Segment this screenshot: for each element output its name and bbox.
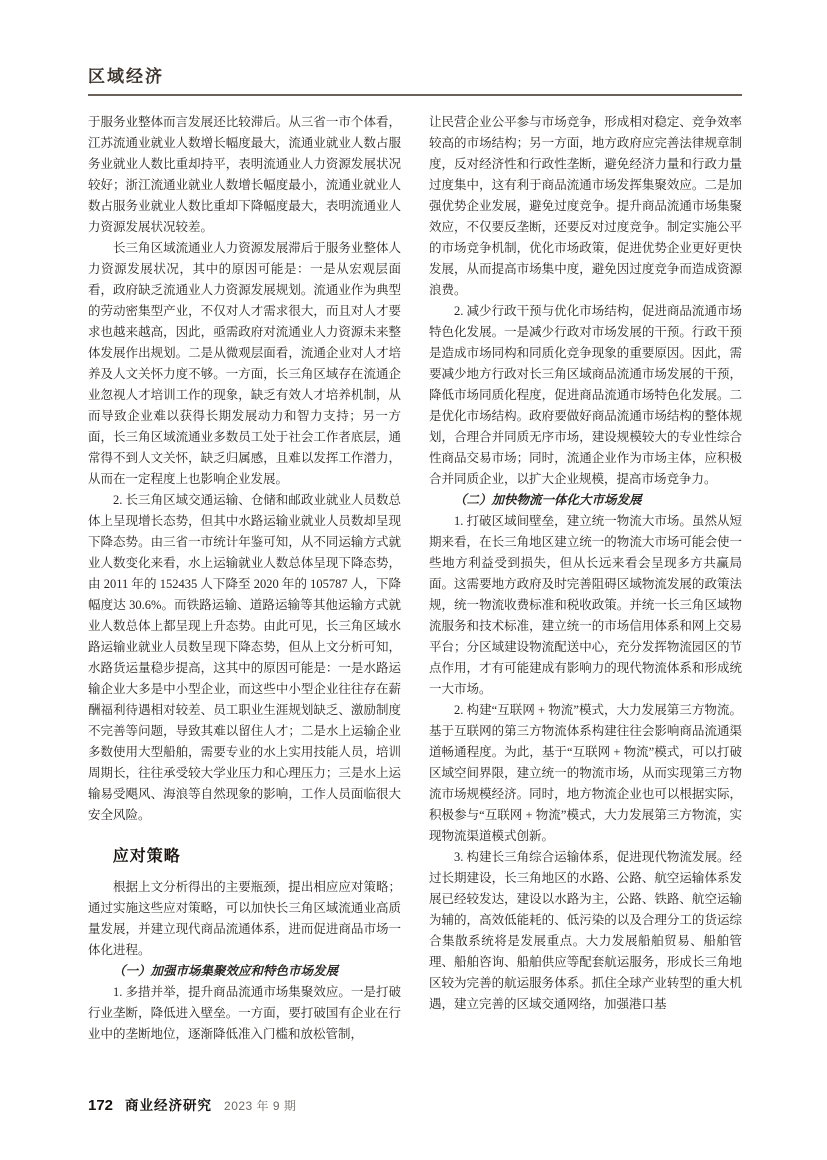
paragraph: 长三角区域流通业人力资源发展滞后于服务业整体人力资源发展状况，其中的原因可能是：一是从宏观层面看，政府缺乏流通业人力资源发展规划。流通业作为典型的劳动密集型产业，不仅对人才需求很大，而且对人才要求也越来越高，因此，亟需政府对流通业人力资源未来整体发展作出规划。二是从微观层面看，流通企业对人才培养及人文关怀力度不够。一方面，长三角区域存在流通企业忽视人才培训工作的现象，缺乏有效人才培养机制，从而导致企业难以获得长期发展动力和智力支持；另一方面，长三角区域流通业多数员工处于社会工作者底层，通常得不到人文关怀，缺乏归属感，且难以发挥工作潜力，从而在一定程度上也影响企业发展。 — [88, 241, 401, 486]
paragraph: 3. 构建长三角综合运输体系，促进现代物流发展。经过长期建设，长三角地区的水路、公路、航空运输体系发展已经较发达，建设以水路为主，公路、铁路、航空运输为辅的，高效低能耗的、低污染的以及合理分工的货运综合集散系统将是发展重点。大力发展船舶贸易、船舶管理、船舶咨询、船舶供应等配套航运服务，形成长三角地区较为完善的航运服务体系。抓住全球产业转型的重大机遇，建立完善的区域交通网络，加强港口基 — [429, 850, 742, 1011]
journal-name: 商业经济研究 — [125, 1098, 213, 1113]
paragraph: 2. 减少行政干预与优化市场结构，促进商品流通市场特色化发展。一是减少行政对市场发展的干预。行政干预是造成市场同构和同质化竞争现象的重要原因。因此，需要减少地方行政对长三角区域商品流通市场发展的干预，降低市场同质化程度，促进商品流通市场特色化发展。二是优化市场结构。政府要做好商品流通市场结构的整体规划，合理合并同质无序市场，建设规模较大的专业性综合性商品交易市场；同时，流通企业作为市场主体，应积极合并同质企业，以扩大企业规模，提高市场竞争力。 — [429, 304, 742, 486]
article-body — [88, 112, 742, 1045]
paragraph: 于服务业整体而言发展还比较滞后。从三省一市个体看，江苏流通业就业人数增长幅度最大，流通业就业人数占服务业就业人数比重却持平，表明流通业人力资源发展状况较好；浙江流通业就业人数增长幅度最小，流通业就业人数占服务业就业人数比重却下降幅度最大，表明流通业人力资源发展状况较差。 — [88, 115, 401, 234]
subsection-heading: （一）加强市场集聚效应和特色市场发展 — [113, 964, 339, 978]
paragraph: 2. 构建“互联网 + 物流”模式，大力发展第三方物流。基于互联网的第三方物流体系构建往往会影响商品流通渠道畅通程度。为此，基于“互联网 + 物流”模式，可以打破区域空间界限，建立统一的物流市场，从而实现第三方物流市场规模经济。同时，地方物流企业也可以根据实际，积极参与“互联网 + 物流”模式，大力发展第三方物流，实现物流渠道模式创新。 — [429, 703, 742, 843]
section-heading: 应对策略 — [112, 848, 181, 865]
column-category-title: 区域经济 — [88, 67, 164, 86]
right-text-column — [429, 112, 742, 1045]
paragraph: 2. 长三角区域交通运输、仓储和邮政业就业人员数总体上呈现增长态势，但其中水路运输业就业人员数却呈现下降态势。由三省一市统计年鉴可知，从不同运输方式就业人数变化来看，水上运输就业人数总体呈现下降态势，由 2011 年的 152435 人下降至 2020 年的 105787 人，下降幅度达 30.6%。而铁路运输、道路运输等其他运输方式就业人数总体上都呈现上升态势。由此可见，长三角区域水路运输业就业人员数呈现下降态势，但从上文分析可知，水路货运量稳步提高，这其中的原因可能是：一是水路运输企业大多是中小型企业，而这些中小型企业往往存在薪酬福利待遇相对较差、员工职业生涯规划缺乏、激励制度不完善等问题，导致其难以留住人才；二是水上运输企业多数使用大型船舶，需要专业的水上实用技能人员，培训周期长，往往承受较大学业压力和心理压力；三是水上运输易受飓风、海浪等自然现象的影响，工作人员面临很大安全风险。 — [88, 493, 401, 822]
paragraph: 根据上文分析得出的主要瓶颈，提出相应应对策略；通过实施这些应对策略，可以加快长三角区域流通业高质量发展，并建立现代商品流通体系，进而促进商品市场一体化进程。 — [88, 880, 401, 957]
issue-label: 2023 年 9 期 — [224, 1099, 297, 1113]
left-text-column — [88, 112, 401, 1045]
paragraph: 让民营企业公平参与市场竞争，形成相对稳定、竞争效率较高的市场结构；另一方面，地方政府应完善法律规章制度，反对经济性和行政性垄断，避免经济力量和行政力量过度集中，这有利于商品流通市场发挥集聚效应。二是加强优势企业发展，避免过度竞争。提升商品流通市场集聚效应，不仅要反垄断，还要反对过度竞争。制定实施公平的市场竞争机制，优化市场政策，促进优势企业更好更快发展，从而提高市场集中度，避免因过度竞争而造成资源浪费。 — [429, 115, 742, 297]
subsection-heading: （二）加快物流一体化大市场发展 — [454, 493, 642, 507]
paragraph: 1. 打破区域间壁垒，建立统一物流大市场。虽然从短期来看，在长三角地区建立统一的物流大市场可能会使一些地方利益受到损失，但从长远来看会呈现多方共赢局面。这需要地方政府及时完善阻碍区域物流发展的政策法规，统一物流收费标准和税收政策。并统一长三角区域物流服务和技术标准，建立统一的市场信用体系和网上交易平台；分区域建设物流配送中心，充分发挥物流园区的节点作用，才有可能建成有影响力的现代物流体系和形成统一大市场。 — [429, 514, 742, 696]
masthead-divider — [88, 94, 742, 96]
masthead — [88, 62, 742, 96]
page-footer — [88, 1094, 742, 1114]
page-number: 172 — [88, 1097, 114, 1114]
paragraph: 1. 多措并举，提升商品流通市场集聚效应。一是打破行业垄断，降低进入壁垒。一方面，要打破国有企业在行业中的垄断地位，逐渐降低准入门槛和放松管制， — [88, 985, 401, 1041]
